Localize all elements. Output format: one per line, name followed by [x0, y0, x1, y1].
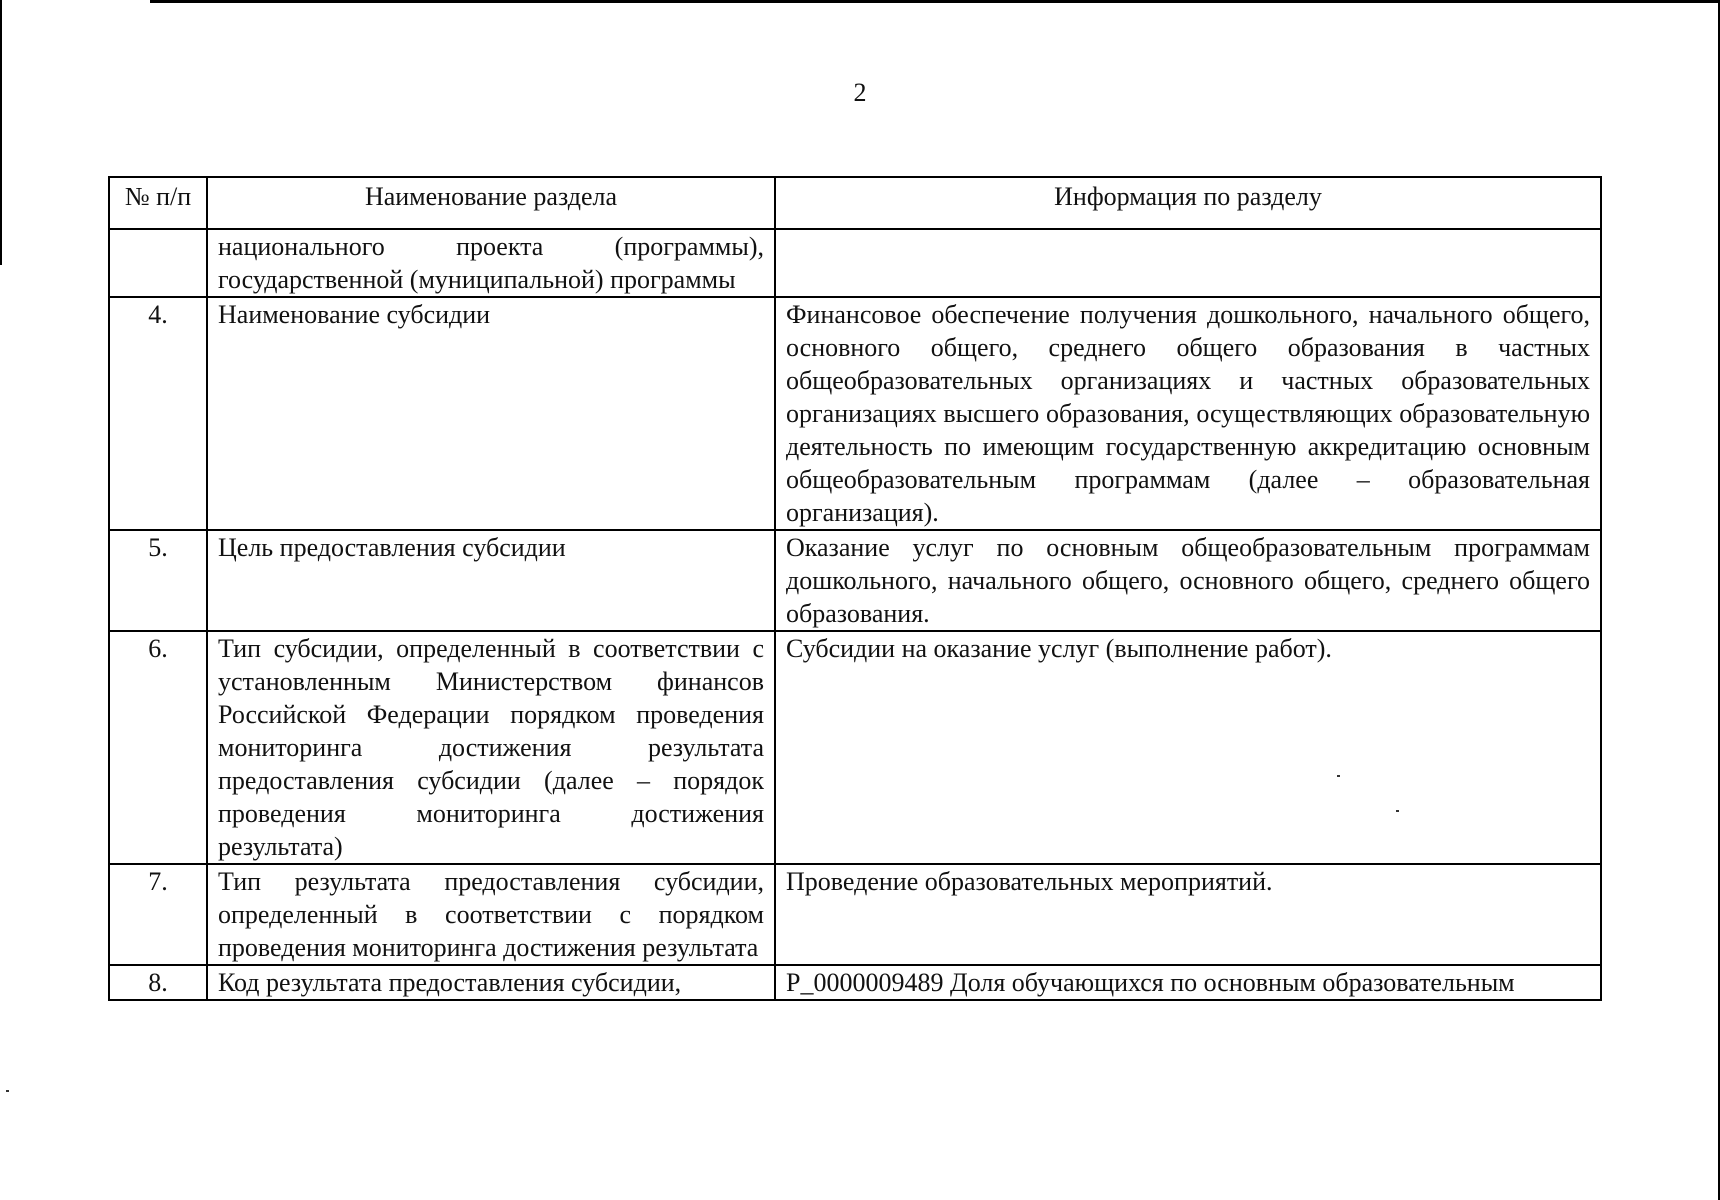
table-row	[109, 297, 1601, 530]
row-section-name: национального проекта (программы), государственной (муниципальной) программы	[207, 229, 775, 297]
row-section-info: Субсидии на оказание услуг (выполнение работ).	[775, 631, 1601, 864]
row-section-name: Наименование субсидии	[207, 297, 775, 530]
table-row	[109, 631, 1601, 864]
row-section-name: Цель предоставления субсидии	[207, 530, 775, 631]
row-section-info: Проведение образовательных мероприятий.	[775, 864, 1601, 965]
row-number: 6.	[109, 631, 207, 864]
scan-speck	[6, 1090, 9, 1092]
row-number: 4.	[109, 297, 207, 530]
scan-edge-left	[0, 0, 2, 265]
table-row	[109, 229, 1601, 297]
scan-edge-top	[150, 0, 1720, 3]
table-header-row	[109, 177, 1601, 229]
table-row	[109, 864, 1601, 965]
row-section-name: Тип результата предоставления субсидии, определенный в соответствии с порядком проведения мониторинга достижения результата	[207, 864, 775, 965]
row-section-info: Оказание услуг по основным общеобразовательным программам дошкольного, начального общего, основного общего, среднего общего образования.	[775, 530, 1601, 631]
column-header-number: № п/п	[109, 177, 207, 229]
row-number: 8.	[109, 965, 207, 1000]
table-row	[109, 530, 1601, 631]
row-number	[109, 229, 207, 297]
row-section-name: Код результата предоставления субсидии,	[207, 965, 775, 1000]
row-section-info	[775, 229, 1601, 297]
column-header-section-name: Наименование раздела	[207, 177, 775, 229]
row-section-name: Тип субсидии, определенный в соответствии с установленным Министерством финансов Российской Федерации порядком проведения мониторинга достижения результата предоставления субсидии (далее – порядок проведения мониторинга достижения результата)	[207, 631, 775, 864]
row-section-info: Финансовое обеспечение получения дошкольного, начального общего, основного общего, среднего общего образования в частных общеобразовательных организациях и частных образовательных организациях высшего образования, осуществляющих образовательную деятельность по имеющим государственную аккредитацию основным общеобразовательным программам (далее – образовательная организация).	[775, 297, 1601, 530]
table-row	[109, 965, 1601, 1000]
row-number: 5.	[109, 530, 207, 631]
row-section-info: P_0000009489 Доля обучающихся по основным образовательным	[775, 965, 1601, 1000]
section-info-table	[108, 176, 1602, 1001]
column-header-section-info: Информация по разделу	[775, 177, 1601, 229]
page-number: 2	[853, 78, 867, 107]
row-number: 7.	[109, 864, 207, 965]
